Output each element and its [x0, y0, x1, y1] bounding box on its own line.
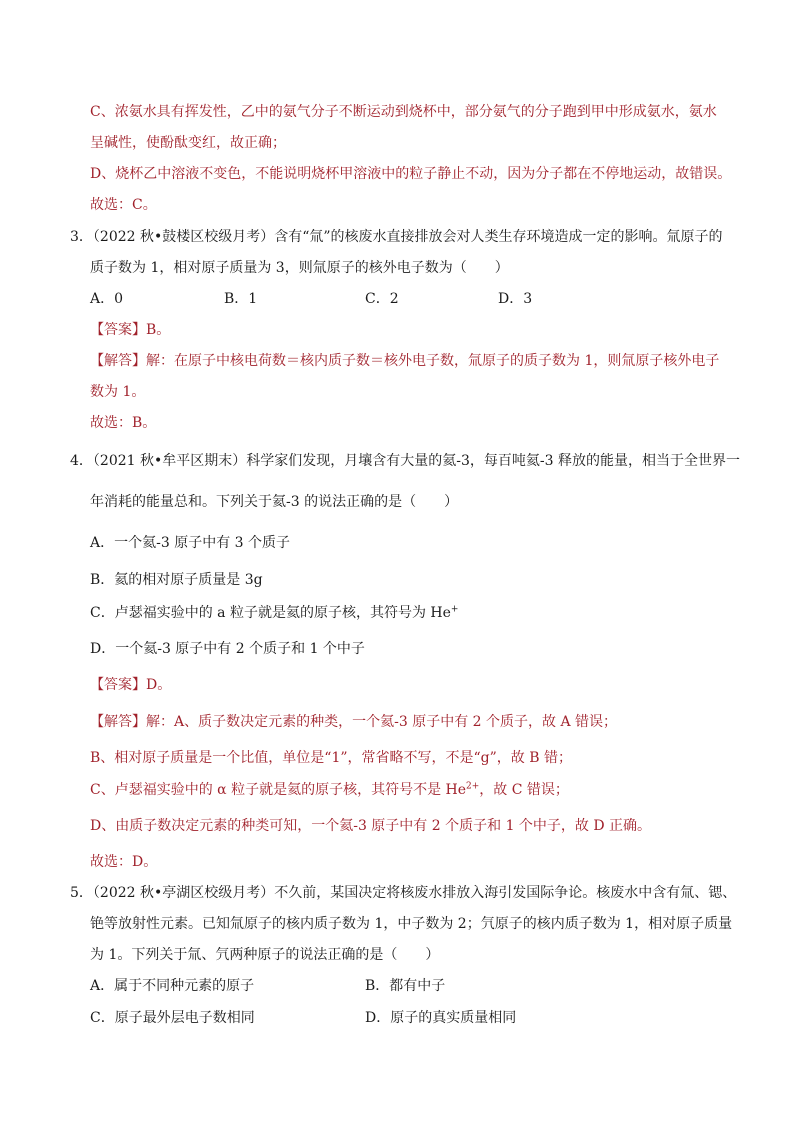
q4-answer-tag: 【答案】: [90, 677, 146, 693]
q4-explanation-c-tail: ，故 C 错误；: [479, 782, 569, 798]
q5-stem-line3: 为 1。下列关于氚、氕两种原子的说法正确的是（ ）: [90, 947, 440, 963]
prev-explanation-d: D、烧杯乙中溶液不变色，不能说明烧杯甲溶液中的粒子静止不动，因为分子都在不停地运动，故错误。: [90, 166, 732, 182]
prev-choose: 故选：C。: [90, 197, 157, 213]
q3-stem-line1: 3．（2022 秋•鼓楼区校级月考）含有“氚”的核废水直接排放会对人类生存环境造成一定的影响。氚原子的: [70, 229, 723, 245]
q4-option-b: B．氦的相对原子质量是 3g: [90, 572, 263, 588]
q4-stem-line2: 年消耗的能量总和。下列关于氦-3 的说法正确的是（ ）: [90, 494, 459, 510]
q4-option-c-charge: +: [450, 604, 459, 615]
q4-stem-line1: 4．（2021 秋•牟平区期末）科学家们发现，月壤含有大量的氦-3，每百吨氦-3 释放的能量，相当于全世界一: [70, 453, 740, 469]
q3-explanation-text1: 解：在原子中核电荷数＝核内质子数＝核外电子数，氚原子的质子数为 1，则氚原子核外电子: [146, 353, 720, 369]
q4-explanation-c-charge: 2+: [466, 781, 480, 792]
q5-option-a: A．属于不同种元素的原子: [90, 978, 255, 994]
q3-option-d: D．3: [498, 291, 533, 307]
q4-explanation-c: [90, 780, 569, 800]
q4-answer: [90, 675, 171, 695]
q3-answer-tag: 【答案】: [90, 322, 146, 338]
q3-explanation-tag: 【解答】: [90, 353, 146, 369]
q5-stem-line2: 铯等放射性元素。已知氚原子的核内质子数为 1，中子数为 2；氕原子的核内质子数为 1，相对原子质量: [90, 916, 733, 932]
q4-option-a: A．一个氦-3 原子中有 3 个质子: [90, 535, 291, 551]
q3-explanation-line2: 数为 1。: [90, 384, 146, 400]
q4-explanation-c-text: C、卢瑟福实验中的 α 粒子就是氦的原子核，其符号不是 He: [90, 782, 467, 798]
q3-explanation-line1: [90, 351, 719, 371]
q5-option-d: D．原子的真实质量相同: [365, 1010, 517, 1026]
q3-option-b: B．1: [224, 291, 258, 307]
q4-option-d: D．一个氦-3 原子中有 2 个质子和 1 个中子: [90, 641, 365, 657]
q4-explanation-a: [90, 712, 617, 732]
prev-explanation-c-line1: C、浓氨水具有挥发性，乙中的氨气分子不断运动到烧杯中，部分氨气的分子跑到甲中形成氨水，氨水: [90, 104, 717, 120]
q5-option-b: B．都有中子: [365, 978, 446, 994]
q3-option-a: A．0: [90, 291, 124, 307]
q4-option-c: [90, 603, 458, 623]
q5-stem-line1: 5．（2022 秋•亭湖区校级月考）不久前，某国决定将核废水排放入海引发国际争论。核废水中含有氚、锶、: [70, 885, 737, 901]
q3-option-c: C．2: [365, 291, 399, 307]
prev-explanation-c-line2: 呈碱性，使酚酞变红，故正确；: [90, 135, 286, 151]
q4-answer-value: D。: [146, 677, 172, 693]
q4-explanation-b: B、相对原子质量是一个比值，单位是“1”，常省略不写，不是“g”，故 B 错；: [90, 750, 572, 766]
q3-stem-line2: 质子数为 1，相对原子质量为 3，则氚原子的核外电子数为（ ）: [90, 260, 509, 276]
q3-answer: [90, 320, 170, 340]
q4-option-c-text: C．卢瑟福实验中的 a 粒子就是氦的原子核，其符号为 He: [90, 605, 451, 621]
q4-explanation-d: D、由质子数决定元素的种类可知，一个氦-3 原子中有 2 个质子和 1 个中子，故 D 正确。: [90, 818, 652, 834]
q3-choose: 故选：B。: [90, 415, 157, 431]
q5-option-c: C．原子最外层电子数相同: [90, 1010, 255, 1026]
q4-explanation-a-text: 解：A、质子数决定元素的种类，一个氦-3 原子中有 2 个质子，故 A 错误；: [146, 714, 618, 730]
q4-explanation-tag: 【解答】: [90, 714, 146, 730]
q3-answer-value: B。: [146, 322, 171, 338]
q4-choose: 故选：D。: [90, 854, 158, 870]
